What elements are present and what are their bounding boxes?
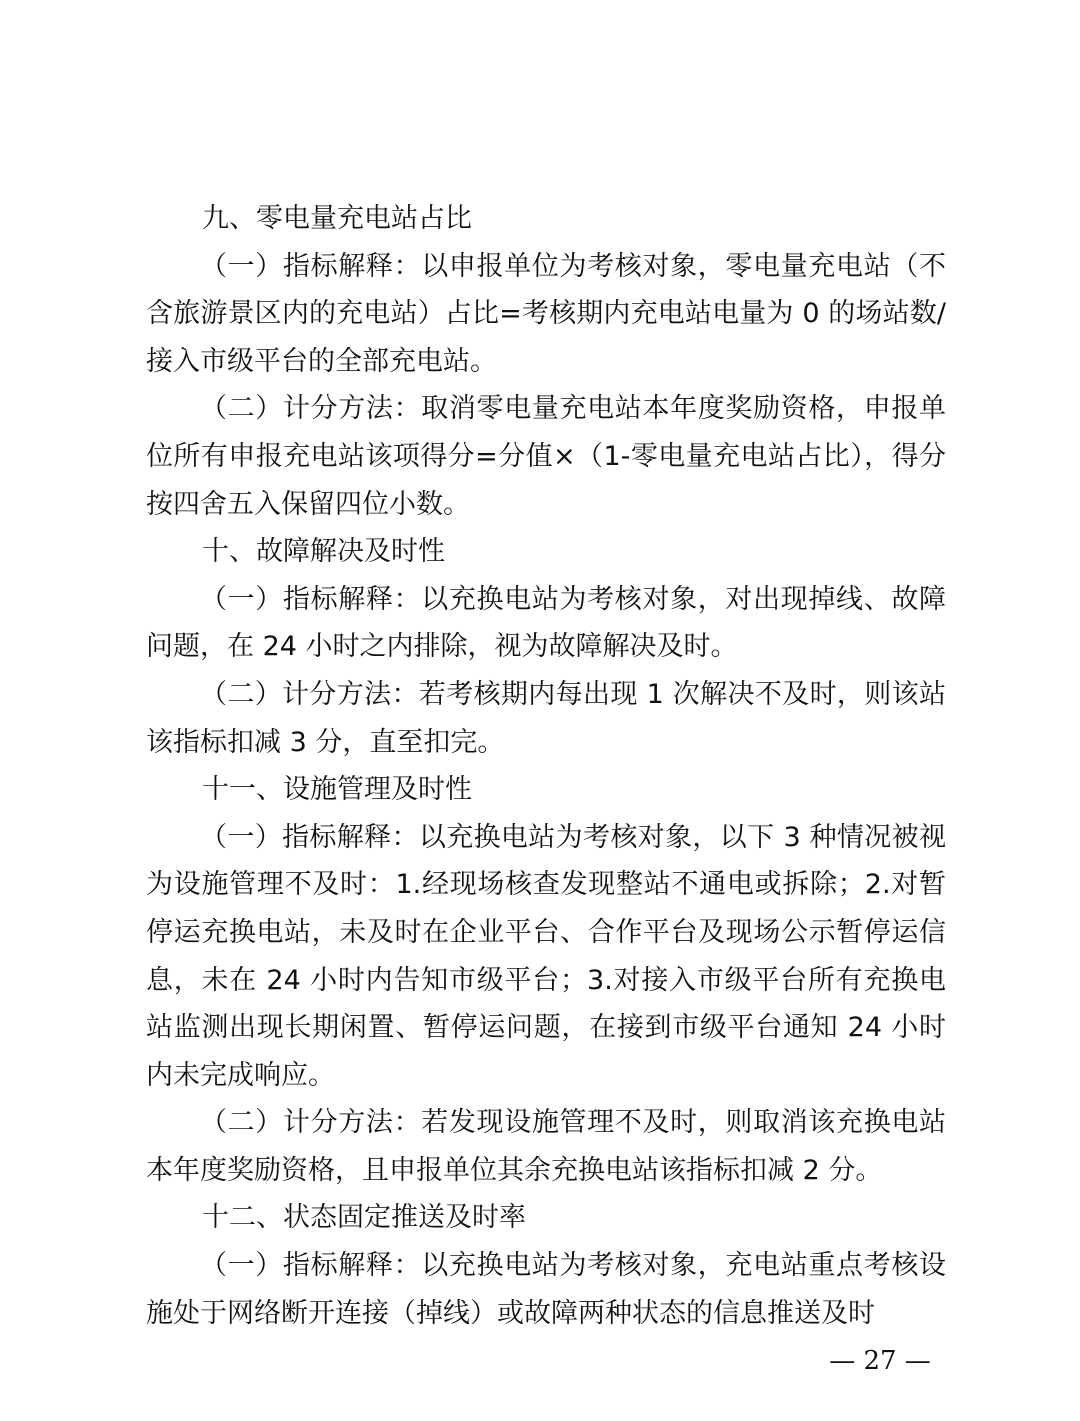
paragraph-9-1: （一）指标解释：以申报单位为考核对象，零电量充电站（不含旅游景区内的充电站）占比=考核期内充电站电量为 0 的场站数/接入市级平台的全部充电站。 xyxy=(146,250,946,377)
page-number: — 27 — xyxy=(829,1346,931,1376)
paragraph-12-1: （一）指标解释：以充换电站为考核对象，充电站重点考核设施处于网络断开连接（掉线）或故障两种状态的信息推送及时 xyxy=(146,1250,946,1329)
paragraph-11-2: （二）计分方法：若发现设施管理不及时，则取消该充换电站本年度奖励资格，且申报单位其余充换电站该指标扣减 2 分。 xyxy=(146,1107,946,1186)
paragraph-11-1: （一）指标解释：以充换电站为考核对象，以下 3 种情况被视为设施管理不及时：1.经现场核查发现整站不通电或拆除；2.对暂停运充换电站，未及时在企业平台、合作平台及现场公示暂停运信息，未在 24 小时内告知市级平台；3.对接入市级平台所有充换电站监测出现长期闲置、暂停运问题，在接到市级平台通知 24 小时内未完成响应。 xyxy=(146,821,946,1091)
section-heading-11: 十一、设施管理及时性 xyxy=(202,774,472,806)
paragraph-10-1: （一）指标解释：以充换电站为考核对象，对出现掉线、故障问题，在 24 小时之内排除，视为故障解决及时。 xyxy=(146,583,946,663)
document-body xyxy=(146,195,946,1337)
section-heading-9: 九、零电量充电站占比 xyxy=(202,203,472,234)
paragraph-10-2: （二）计分方法：若考核期内每出现 1 次解决不及时，则该站该指标扣减 3 分，直至扣完。 xyxy=(146,678,946,758)
section-heading-10: 十、故障解决及时性 xyxy=(202,536,445,568)
paragraph-9-2: （二）计分方法：取消零电量充电站本年度奖励资格，申报单位所有申报充电站该项得分=分值×（1-零电量充电站占比），得分按四舍五入保留四位小数。 xyxy=(146,393,946,520)
section-heading-12: 十二、状态固定推送及时率 xyxy=(202,1202,526,1234)
